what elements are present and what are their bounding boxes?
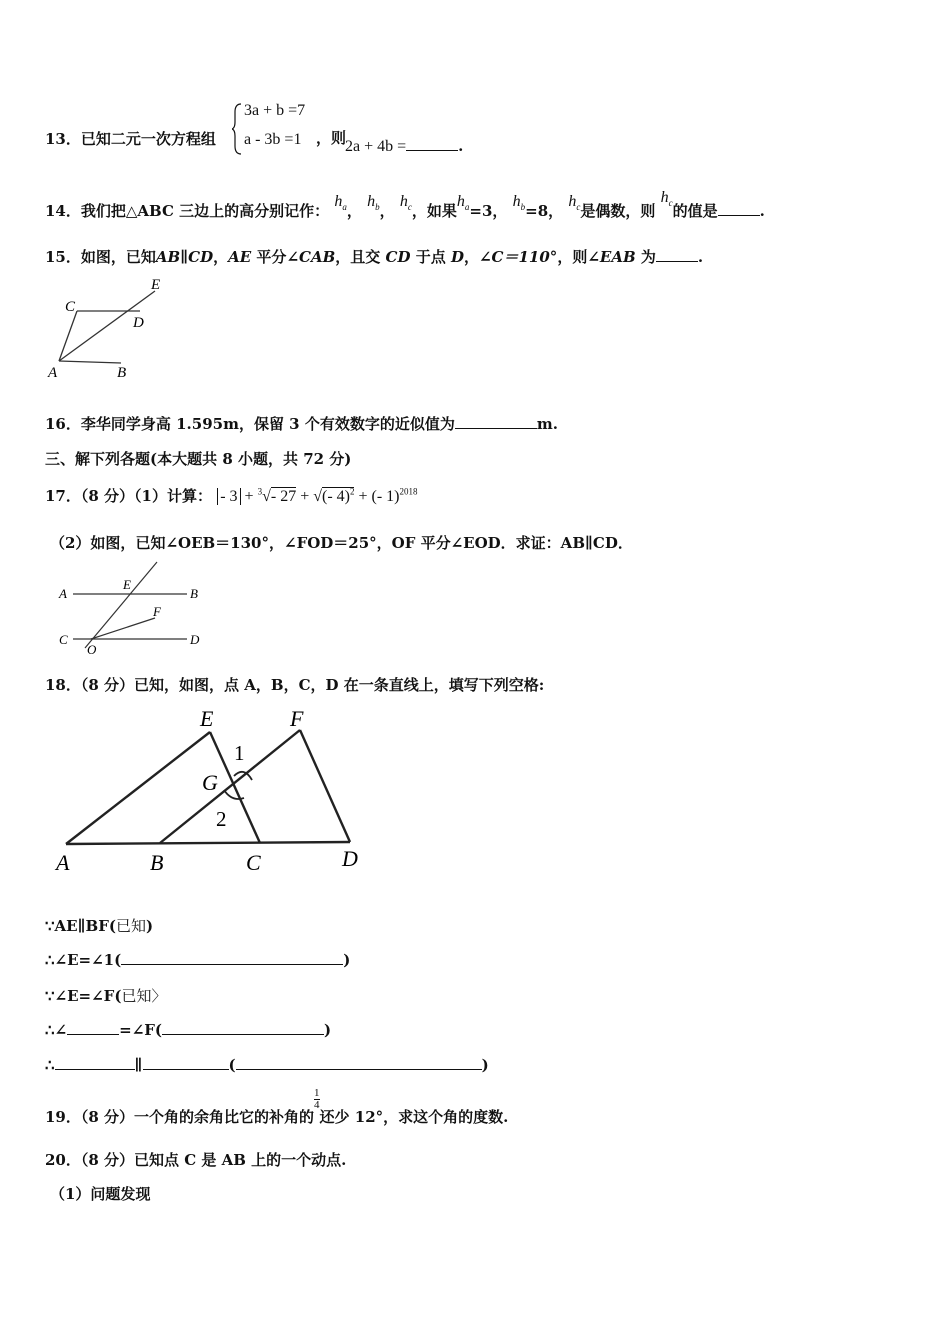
- q20-text: （8 分）已知点 C 是 AB 上的一个动点.: [80, 1151, 347, 1169]
- q13-equation-system: [232, 100, 322, 162]
- q19-text2: 还少 12°，求这个角的度数.: [319, 1108, 509, 1126]
- q15-answer-blank: [656, 247, 698, 262]
- q15-label-d: D: [133, 315, 144, 331]
- q19-number: 19．: [45, 1108, 81, 1126]
- q15-angle-c: ∠C＝110°: [478, 248, 558, 266]
- q18-line-3: [45, 985, 166, 1006]
- q15-end: .: [697, 248, 704, 266]
- q15-label-e: E: [151, 277, 161, 293]
- q17-part1: （8 分）（1）计算：: [80, 487, 212, 505]
- q17-plus1: +: [244, 488, 254, 505]
- q14-text1: 我们把△ABC 三边上的高分别记作：: [80, 202, 330, 220]
- q18-figure: [48, 702, 378, 882]
- q17-label-e: E: [123, 577, 131, 592]
- q15-text5: ，则: [557, 248, 588, 266]
- q15-ab-cd: AB∥CD: [155, 248, 214, 266]
- q14-hc-3: $h_c$: [660, 189, 673, 208]
- q15-label-b: B: [117, 365, 127, 381]
- q15-label-c: C: [65, 299, 76, 315]
- q17-cube-radicand: - 27: [270, 488, 297, 505]
- q17-abs: - 3: [217, 488, 240, 505]
- q17-label-a: A: [59, 586, 67, 601]
- q18-line4-a: ∴∠: [45, 1021, 68, 1039]
- question-18: [45, 674, 544, 695]
- question-17: [45, 485, 418, 506]
- q13-comma: ，则: [316, 129, 347, 147]
- q15-cab: ∠CAB: [286, 248, 336, 266]
- q20-number: 20．: [45, 1151, 81, 1169]
- q17-label-o: O: [87, 642, 97, 657]
- q17-expression: [217, 488, 417, 505]
- q15-sep1: ，: [213, 248, 229, 266]
- q18-line5-c: (: [228, 1056, 236, 1074]
- q19-fraction: $\frac{1}{4}$: [314, 1087, 320, 1111]
- q15-text1: 如图，已知: [80, 248, 156, 266]
- q15-d: D: [450, 248, 464, 266]
- q18-line-1: [45, 915, 153, 936]
- question-20: [45, 1149, 346, 1170]
- question-16: [45, 413, 558, 434]
- q14-val-b: =8，: [525, 202, 564, 220]
- question-15: [45, 246, 703, 267]
- q17-label-b: B: [190, 586, 198, 601]
- q15-cd: CD: [385, 248, 411, 266]
- q17-exp-2018: 2018: [399, 486, 418, 497]
- q13-eq2: a - 3b =1: [244, 131, 302, 148]
- q18-line-5: [45, 1055, 489, 1074]
- q14-text2: ，如果: [411, 202, 457, 220]
- q17-number: 17．: [45, 487, 81, 505]
- q17-part2: （2）如图，已知∠OEB＝130°，∠FOD＝25°，OF 平分∠EOD．求证：AB∥CD．: [50, 534, 633, 552]
- q18-label-1: 1: [234, 741, 245, 765]
- q14-val-a: =3，: [469, 202, 508, 220]
- q14-ha: $h_a$: [334, 193, 347, 212]
- q14-text4: 的值是: [672, 202, 718, 220]
- question-20-sub1: [50, 1183, 150, 1204]
- q18-label-g: G: [202, 770, 218, 795]
- q14-hc-2: $h_c$: [568, 193, 581, 212]
- q18-line5-blank1: [55, 1055, 135, 1070]
- q20-sub1: （1）问题发现: [50, 1185, 151, 1203]
- q18-line4-b: =∠F(: [119, 1021, 163, 1039]
- q17-sqrt-radicand: (- 4)$^2$: [322, 486, 355, 505]
- q13-expr: 2a + 4b =: [345, 138, 407, 155]
- q18-line5-blank2: [143, 1055, 229, 1070]
- q18-line5-a: ∴: [45, 1056, 55, 1074]
- q16-answer-blank: [455, 414, 537, 429]
- q17-cube-index: 3: [257, 486, 263, 497]
- q18-label-b: B: [150, 850, 164, 875]
- q17-plus3: + (- 1): [358, 488, 400, 505]
- section-3-title: [45, 448, 351, 469]
- q18-line3-a: ∵∠E=∠F(: [45, 987, 122, 1005]
- q13-number: 13．: [45, 130, 81, 148]
- q15-text4: 于点: [415, 248, 446, 266]
- q14-hc: $h_c$: [399, 193, 412, 212]
- q18-number: 18．: [45, 676, 81, 694]
- section-3-title-text: 三、解下列各题(本大题共 8 小题，共 72 分): [45, 450, 352, 468]
- q18-line2-a: ∴∠E=∠1(: [45, 951, 122, 969]
- q14-ha-2: $h_a$: [456, 193, 470, 212]
- question-17-part2: [50, 532, 633, 553]
- q18-line4-blank2: [162, 1020, 324, 1035]
- q18-line4-blank1: [67, 1020, 119, 1035]
- q18-label-a: A: [56, 850, 70, 875]
- q18-label-d: D: [342, 846, 358, 871]
- q14-end: .: [759, 202, 765, 220]
- question-13: [45, 128, 216, 149]
- q19-text1: （8 分）一个角的余角比它的补角的: [80, 1108, 315, 1126]
- q18-line-4: [45, 1020, 331, 1039]
- q14-answer-blank: [718, 201, 760, 216]
- q15-label-a: A: [48, 365, 58, 381]
- q16-number: 16．: [45, 415, 81, 433]
- q13-expression-line: [345, 136, 463, 156]
- q18-line5-blank3: [236, 1055, 482, 1070]
- q13-end: .: [458, 137, 464, 155]
- q17-label-c: C: [59, 632, 68, 647]
- q18-line5-b: ∥: [134, 1056, 143, 1074]
- q18-line-2: [45, 950, 350, 969]
- q17-label-f: F: [153, 604, 161, 619]
- q13-eq1: 3a + b =7: [244, 102, 306, 119]
- q17-figure: [55, 558, 215, 658]
- q18-label-f: F: [290, 706, 304, 731]
- q18-line3-b: 已知〉: [121, 987, 167, 1005]
- q18-label-c: C: [246, 850, 261, 875]
- q14-number: 14．: [45, 202, 81, 220]
- q15-ae: AE: [228, 248, 252, 266]
- q18-line4-c: ): [324, 1021, 332, 1039]
- q15-figure: [45, 275, 175, 385]
- q15-eab: ∠EAB: [587, 248, 636, 266]
- q15-sep2: ，: [463, 248, 479, 266]
- q18-label-2: 2: [216, 807, 227, 831]
- q15-text2: 平分: [256, 248, 287, 266]
- q17-label-d: D: [190, 632, 200, 647]
- q18-line2-blank: [121, 950, 343, 965]
- q16-unit: m.: [536, 415, 558, 433]
- q18-line1-c: ): [146, 917, 154, 935]
- q18-line5-d: ): [481, 1056, 489, 1074]
- q17-plus2: +: [300, 488, 310, 505]
- q14-text3: 是偶数，则: [580, 202, 656, 220]
- q18-line1-b: 已知: [115, 917, 146, 935]
- q13-answer-blank: [406, 136, 458, 151]
- q15-text3: ，且交: [335, 248, 381, 266]
- q16-text: 李华同学身高 1.595m，保留 3 个有效数字的近似值为: [80, 415, 455, 433]
- question-19: [45, 1087, 509, 1127]
- q13-tail: [316, 127, 346, 148]
- q18-line1-a: ∵AE∥BF(: [45, 917, 116, 935]
- q14-hb: $h_b$: [367, 193, 380, 212]
- q13-text: 已知二元一次方程组: [80, 130, 216, 148]
- question-14: 14．我们把△ABC 三边上的高分别记作： $h_a$， $h_b$， $h_c$，如果$h_a=3$， $h_b=8$， $h_c$是偶数，则 $h_c$的值是 .: [45, 189, 765, 220]
- q17-cube-radical: √: [262, 488, 271, 505]
- q15-number: 15．: [45, 248, 81, 266]
- q18-label-e: E: [200, 706, 214, 731]
- q14-hb-2: $h_b$: [512, 193, 526, 212]
- q15-text6: 为: [640, 248, 656, 266]
- q17-sqrt-radical: √: [313, 488, 322, 505]
- q18-line2-c: ): [343, 951, 351, 969]
- q18-text: （8 分）已知，如图，点 A，B，C，D 在一条直线上，填写下列空格:: [80, 676, 545, 694]
